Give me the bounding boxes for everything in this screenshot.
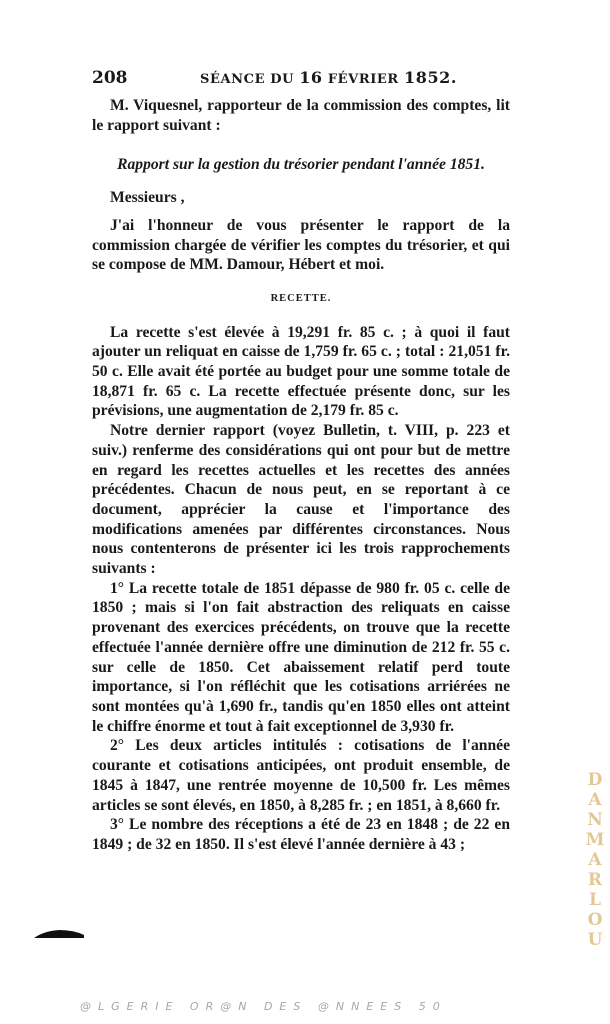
running-head-prefix: SÉANCE DU: [200, 72, 295, 87]
paragraph-point-2: 2° Les deux articles intitulés : cotisations de l'année courante et cotisations anticipées, ont produit ensemble, de 1845 à 1847, une rentrée moyenne de 10,500 fr. Les mêmes articles se sont élevés, en 1850, à 8,285 fr. ; en 1851, à 8,660 fr.: [92, 737, 510, 814]
paragraph-previous-report: Notre dernier rapport (voyez Bulletin, t. VIII, p. 223 et suiv.) renferme des considérations qui ont pour but de mettre en regard les recettes actuelles et les recettes des années précédentes. Chacun de nous peut, en se reportant à ce document, apprécier la cause et l'importance des modifications amenées par différentes circonstances. Nous nous contenterons de présenter ici les trois rapprochements suivants :: [92, 422, 510, 578]
paragraph-receipts: La recette s'est élevée à 19,291 fr. 85 c. ; à quoi il faut ajouter un reliquat en caisse de 1,759 fr. 65 c. ; total : 21,051 fr. 50 c. Elle avait été portée au budget pour une somme totale de 18,871 fr. 65 c. La recette effectuée présente donc, sur les prévisions, une augmentation de 2,179 fr. 85 c.: [92, 323, 510, 420]
ink-smudge: [34, 929, 84, 939]
paragraph-intro-reading: M. Viquesnel, rapporteur de la commission des comptes, lit le rapport suivant :: [92, 97, 510, 134]
watermark-side-letter: R: [587, 870, 603, 890]
watermark-side-letter: D: [587, 770, 603, 790]
watermark-side-letter: N: [587, 810, 603, 830]
watermark-side: [585, 770, 605, 950]
watermark-side-letter: A: [588, 790, 602, 810]
section-heading: RECETTE.: [270, 292, 332, 304]
paragraph-point-1: 1° La recette totale de 1851 dépasse de 980 fr. 05 c. celle de 1850 ; mais si l'on fait abstraction des reliquats en caisse provenant des exercices précédents, on trouve que la recette effectuée l'année dernière offre une diminution de 212 fr. 55 c. sur celle de 1850. Cet abaissement relatif perd toute importance, si l'on réfléchit que les cotisations arriérées ne sont montées qu'à 1,690 fr., tandis qu'en 1850 elles ont atteint le chiffre énorme et tout à fait exceptionnel de 3,930 fr.: [92, 579, 510, 735]
watermark-side-letter: A: [588, 850, 602, 870]
report-title: Rapport sur la gestion du trésorier pendant l'année 1851.: [117, 156, 485, 174]
paragraph-commission: J'ai l'honneur de vous présenter le rapport de la commission chargée de vérifier les comptes du trésorier, et qui se compose de MM. Damour, Hébert et moi.: [92, 216, 510, 274]
watermark-side-letter: U: [587, 930, 603, 950]
watermark-side-letter: M: [585, 830, 605, 850]
page-number: 208: [92, 68, 128, 88]
running-head-day: 16: [299, 68, 323, 87]
watermark-side-letter: O: [587, 910, 603, 930]
salutation: Messieurs ,: [110, 189, 185, 207]
body-text: [92, 96, 510, 855]
running-head: [200, 68, 457, 87]
watermark-bottom: @LGERIE OR@N DES @NNEES 50: [80, 1000, 447, 1013]
watermark-side-letter: L: [589, 890, 601, 910]
running-header: [92, 68, 510, 90]
running-head-month: FÉVRIER: [327, 72, 399, 87]
paragraph-point-3: 3° Le nombre des réceptions a été de 23 en 1848 ; de 22 en 1849 ; de 32 en 1850. Il s'est élevé l'année dernière à 43 ;: [92, 816, 510, 853]
running-head-year: 1852.: [403, 68, 458, 87]
